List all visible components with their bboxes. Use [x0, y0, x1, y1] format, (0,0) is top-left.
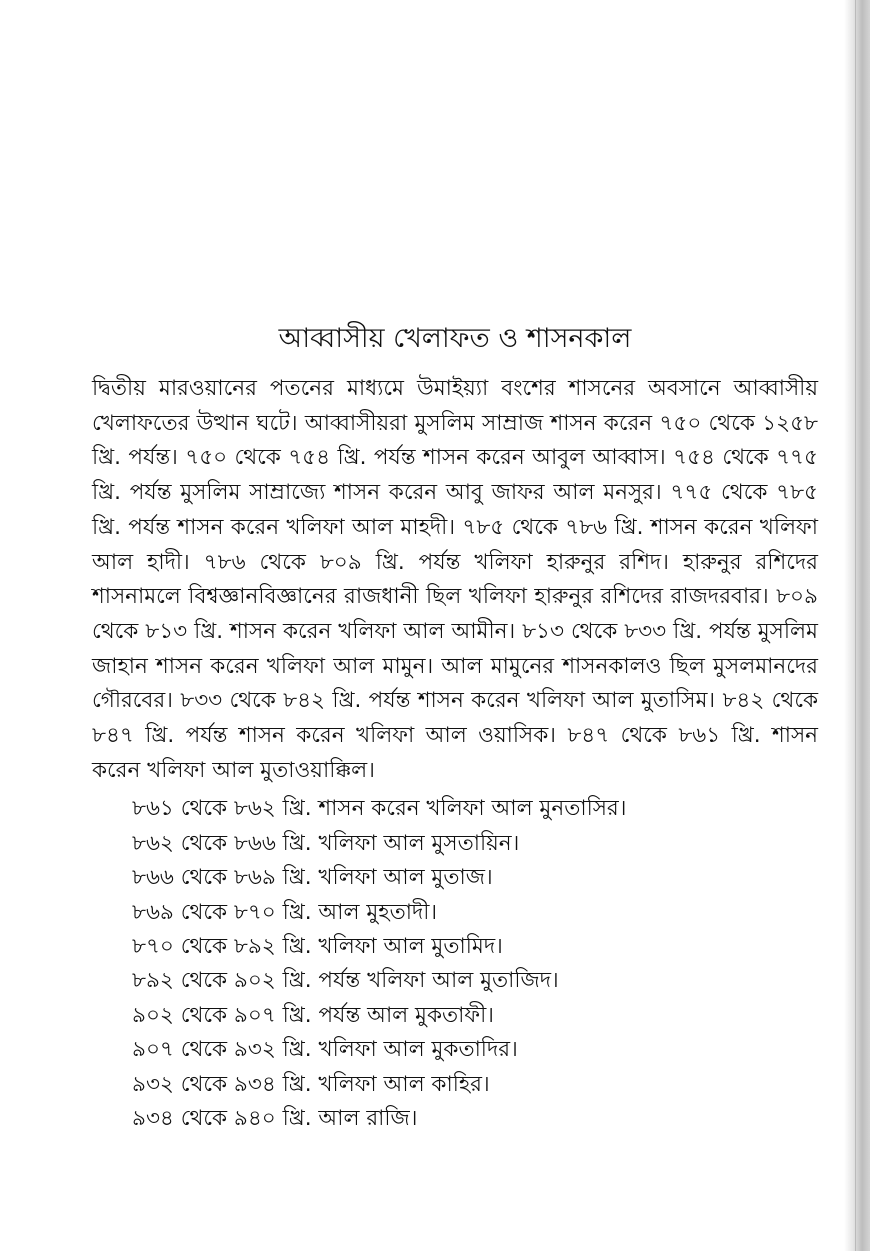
- list-item: ৮৭০ থেকে ৮৯২ খ্রি. খলিফা আল মুতামিদ।: [132, 934, 503, 960]
- list-item: ৮৬৬ থেকে ৮৬৯ খ্রি. খলিফা আল মুতাজ।: [132, 865, 493, 891]
- list-item: ৯০৭ থেকে ৯৩২ খ্রি. খলিফা আল মুকতাদির।: [132, 1037, 518, 1063]
- page-edge-line: [855, 0, 856, 1251]
- list-item: ৮৯২ থেকে ৯০২ খ্রি. পর্যন্ত খলিফা আল মুতাজিদ।: [132, 968, 559, 994]
- page-title: আব্বাসীয় খেলাফত ও শাসনকাল: [278, 323, 632, 354]
- list-item: ৯০২ থেকে ৯০৭ খ্রি. পর্যন্ত আল মুকতাফী।: [132, 1002, 494, 1028]
- list-item: ৯৩৪ থেকে ৯৪০ খ্রি. আল রাজি।: [132, 1106, 418, 1132]
- body-paragraph: দ্বিতীয় মারওয়ানের পতনের মাধ্যমে উমাইয়্যা বংশের শাসনের অবসানে আব্বাসীয় খেলাফতের উত্থান ঘটে। আব্বাসীয়রা মুসলিম সাম্রাজ শাসন করেন ৭৫০ থেকে ১২৫৮ খ্রি. পর্যন্ত। ৭৫০ থেকে ৭৫৪ খ্রি. পর্যন্ত শাসন করেন আবুল আব্বাস। ৭৫৪ থেকে ৭৭৫ খ্রি. পর্যন্ত মুসলিম সাম্রাজ্যে শাসন করেন আবু জাফর আল মনসুর। ৭৭৫ থেকে ৭৮৫ খ্রি. পর্যন্ত শাসন করেন খলিফা আল মাহদী। ৭৮৫ থেকে ৭৮৬ খ্রি. শাসন করেন খলিফা আল হাদী। ৭৮৬ থেকে ৮০৯ খ্রি. পর্যন্ত খলিফা হারুনুর রশিদ। হারুনুর রশিদের শাসনামলে বিশ্বজ্ঞানবিজ্ঞানের রাজধানী ছিল খলিফা হারুনুর রশিদের রাজদরবার। ৮০৯ থেকে ৮১৩ খ্রি. শাসন করেন খলিফা আল আমীন। ৮১৩ থেকে ৮৩৩ খ্রি. পর্যন্ত মুসলিম জাহান শাসন করেন খলিফা আল মামুন। আল মামুনের শাসনকালও ছিল মুসলমানদের গৌরবের। ৮৩৩ থেকে ৮৪২ খ্রি. পর্যন্ত শাসন করেন খলিফা আল মুতাসিম। ৮৪২ থেকে ৮৪৭ খ্রি. পর্যন্ত শাসন করেন খলিফা আল ওয়াসিক। ৮৪৭ থেকে ৮৬১ খ্রি. শাসন করেন খলিফা আল মুতাওয়াক্কিল।: [92, 376, 818, 783]
- document-page: [92, 318, 818, 1137]
- list-item: ৮৬৯ থেকে ৮৭০ খ্রি. আল মুহতাদী।: [132, 899, 438, 925]
- list-item: ৮৬১ থেকে ৮৬২ খ্রি. শাসন করেন খলিফা আল মুনতাসির।: [132, 796, 627, 822]
- caliph-list: [92, 792, 818, 1136]
- list-item: ৯৩২ থেকে ৯৩৪ খ্রি. খলিফা আল কাহির।: [132, 1071, 490, 1097]
- page-edge-shadow: [844, 0, 870, 1251]
- list-item: ৮৬২ থেকে ৮৬৬ খ্রি. খলিফা আল মুসতায়িন।: [132, 830, 520, 856]
